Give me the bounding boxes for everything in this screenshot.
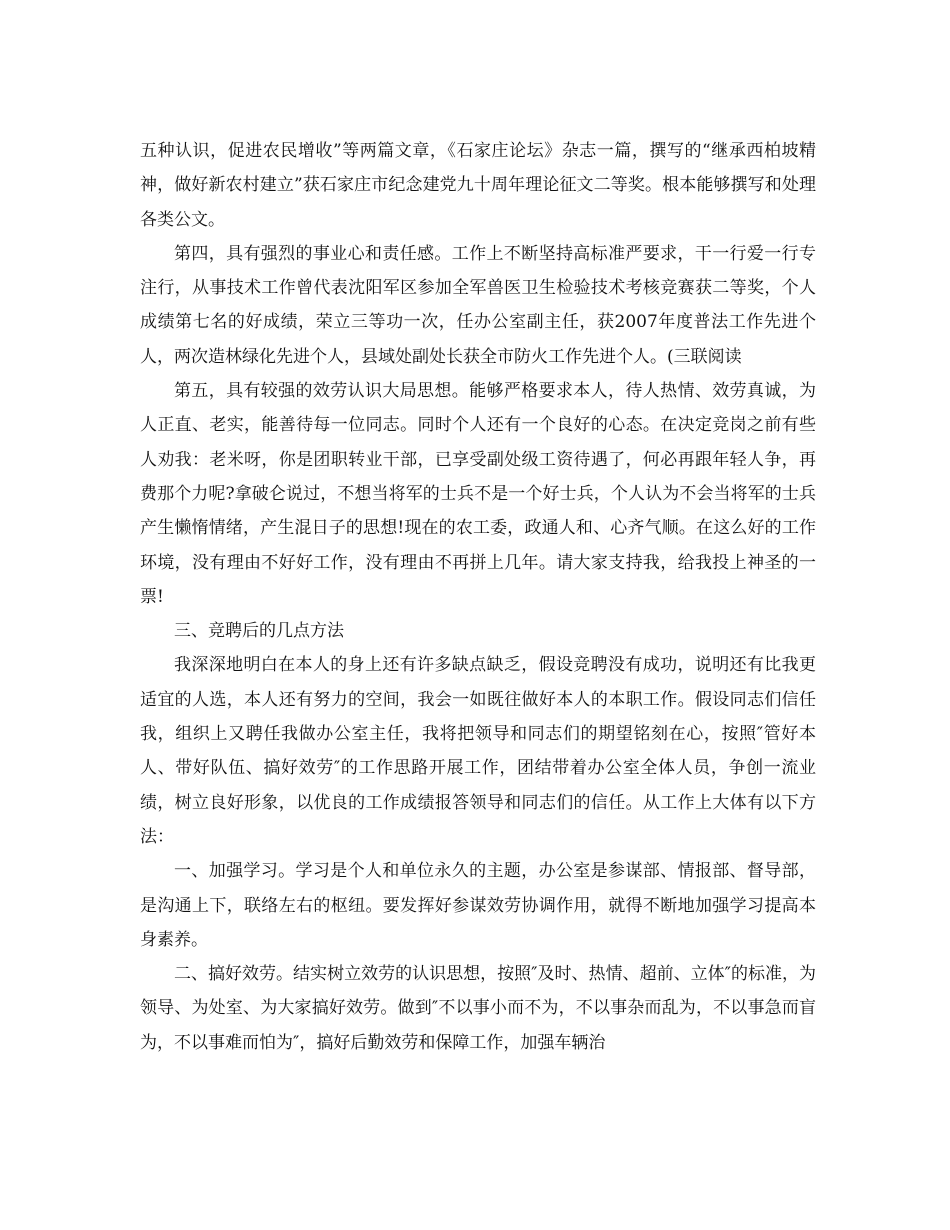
document-body [140,134,816,1060]
paragraph-3: 第五，具有较强的效劳认识大局思想。能够严格要求本人，待人热情、效劳真诚，为人正直、老实，能善待每一位同志。同时个人还有一个良好的心态。在决定竞岗之前有些人劝我：老米呀，你是团职转业干部，已享受副处级工资待遇了，何必再跟年轻人争，再费那个力呢?拿破仑说过，不想当将军的士兵不是一个好士兵，个人认为不会当将军的士兵产生懒惰情绪，产生混日子的思想!现在的农工委，政通人和、心齐气顺。在这么好的工作环境，没有理由不好好工作，没有理由不再拼上几年。请大家支持我，给我投上神圣的一票! [140,381,816,607]
paragraph-4: 我深深地明白在本人的身上还有许多缺点缺乏，假设竞聘没有成功，说明还有比我更适宜的人选，本人还有努力的空间，我会一如既往做好本人的本职工作。假设同志们信任我，组织上又聘任我做办公室主任，我将把领导和同志们的期望铭刻在心，按照″管好本人、带好队伍、搞好效劳″的工作思路开展工作，团结带着办公室全体人员，争创一流业绩，树立良好形象，以优良的工作成绩报答领导和同志们的信任。从工作上大体有以下方法： [140,655,816,847]
paragraph-2: 第四，具有强烈的事业心和责任感。工作上不断坚持高标准严要求，干一行爱一行专注行，从事技术工作曾代表沈阳军区参加全军兽医卫生检验技术考核竞赛获二等奖，个人成绩第七名的好成绩，荣立三等功一次，任办公室副主任，获2007年度普法工作先进个人，两次造林绿化先进个人，县域处副处长获全市防火工作先进个人。(三联阅读 [140,243,816,367]
paragraph-1: 五种认识，促进农民增收”等两篇文章，《石家庄论坛》杂志一篇，撰写的“继承西柏坡精神，做好新农村建立”获石家庄市纪念建党九十周年理论征文二等奖。根本能够撰写和处理各类公文。 [140,141,816,230]
section-heading: 三、竞聘后的几点方法 [174,621,344,642]
paragraph-5: 一、加强学习。学习是个人和单位永久的主题，办公室是参谋部、情报部、督导部，是沟通上下，联络左右的枢纽。要发挥好参谋效劳协调作用，就得不断地加强学习提高本身素养。 [140,861,816,950]
paragraph-6: 二、搞好效劳。结实树立效劳的认识思想，按照″及时、热情、超前、立体″的标准，为领导、为处室、为大家搞好效劳。做到″不以事小而不为，不以事杂而乱为，不以事急而盲为，不以事难而怕为″，搞好后勤效劳和保障工作，加强车辆治 [140,964,816,1053]
